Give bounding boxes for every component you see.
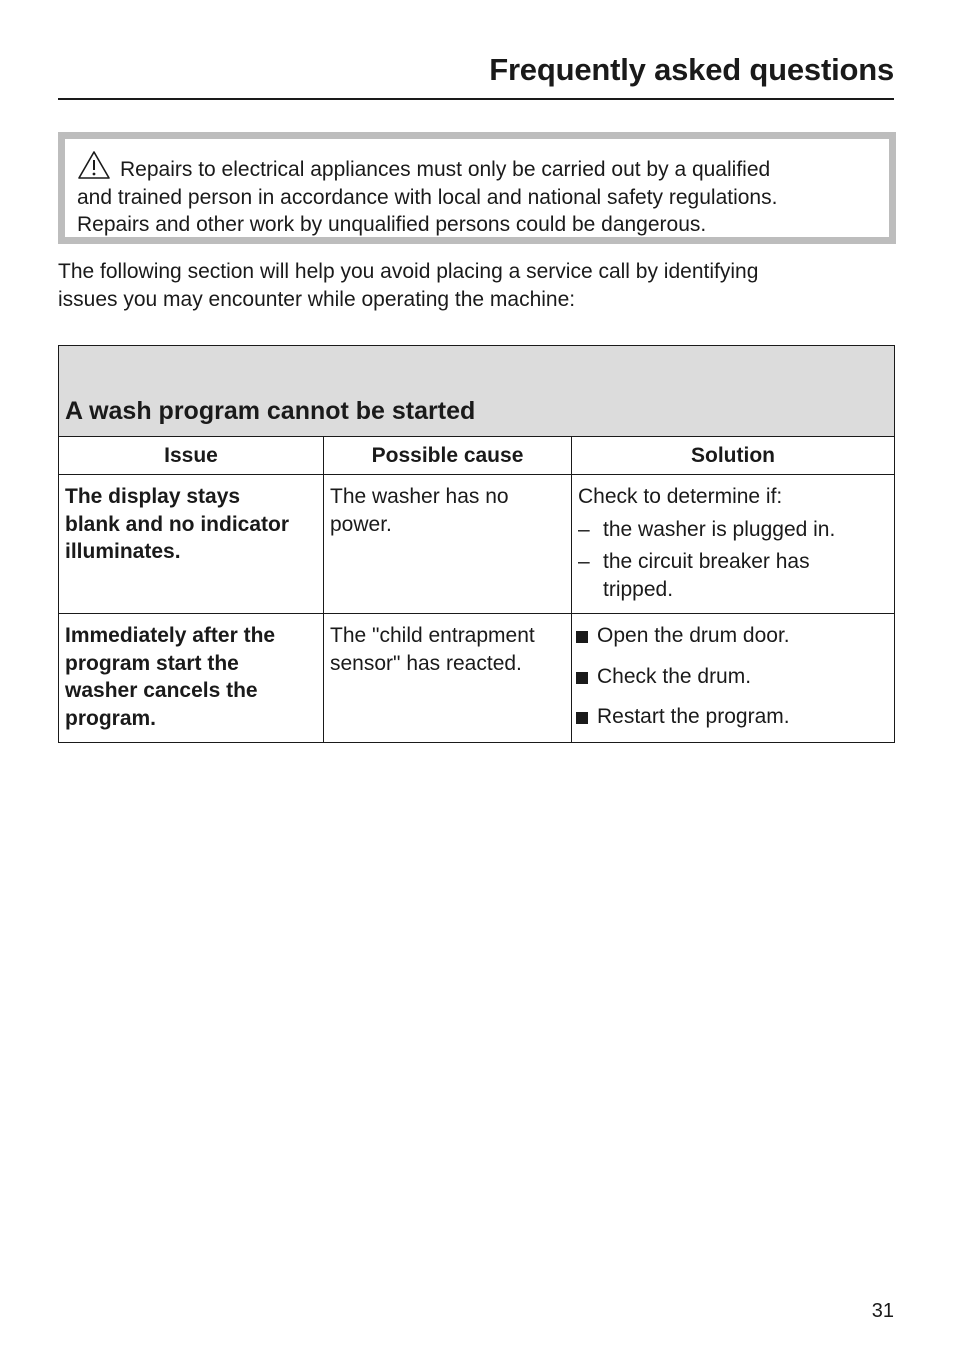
section-title: A wash program cannot be started: [59, 346, 895, 437]
solution-cell: [572, 614, 895, 743]
cause-cell: The washer has no power.: [324, 475, 572, 614]
list-item: – the circuit breaker has tripped.: [578, 550, 810, 601]
dash-marker: –: [578, 550, 590, 573]
square-bullet-icon: [576, 672, 588, 684]
square-bullet-icon: [576, 712, 588, 724]
table-row: [59, 614, 895, 743]
list-item: Open the drum door.: [576, 622, 888, 650]
warning-line-3: Repairs and other work by unqualified persons could be dangerous.: [77, 213, 707, 236]
column-header-issue: Issue: [59, 437, 324, 475]
warning-line-1: Repairs to electrical appliances must only be carried out by a qualified: [77, 150, 889, 184]
column-header-solution: Solution: [572, 437, 895, 475]
list-item: Check the drum.: [576, 663, 888, 691]
page-title: Frequently asked questions: [489, 52, 894, 87]
page-number: 31: [871, 1300, 894, 1322]
intro-paragraph: [58, 258, 878, 313]
solution-intro: Check to determine if:: [578, 485, 783, 508]
cause-cell: The "child entrapment sensor" has reacted.: [324, 614, 572, 743]
faq-table: [58, 345, 895, 743]
intro-line-2: issues you may encounter while operating the machine:: [58, 287, 576, 311]
column-header-cause: Possible cause: [324, 437, 572, 475]
dash-marker: –: [578, 517, 590, 541]
square-bullet-icon: [576, 631, 588, 643]
solution-cell: [572, 475, 895, 614]
warning-triangle-icon: [77, 150, 111, 180]
issue-cell: Immediately after the program start the washer cancels the program.: [59, 614, 324, 743]
issue-cell: The display stays blank and no indicator illuminates.: [59, 475, 324, 614]
title-divider: [58, 98, 894, 100]
warning-line-2: and trained person in accordance with local and national safety regulations.: [77, 185, 778, 209]
list-item: Restart the program.: [576, 703, 888, 731]
intro-line-1: The following section will help you avoid placing a service call by identifying: [58, 260, 759, 283]
table-row: [59, 475, 895, 614]
safety-warning-box: [58, 132, 896, 244]
list-item: – the washer is plugged in.: [578, 516, 888, 544]
